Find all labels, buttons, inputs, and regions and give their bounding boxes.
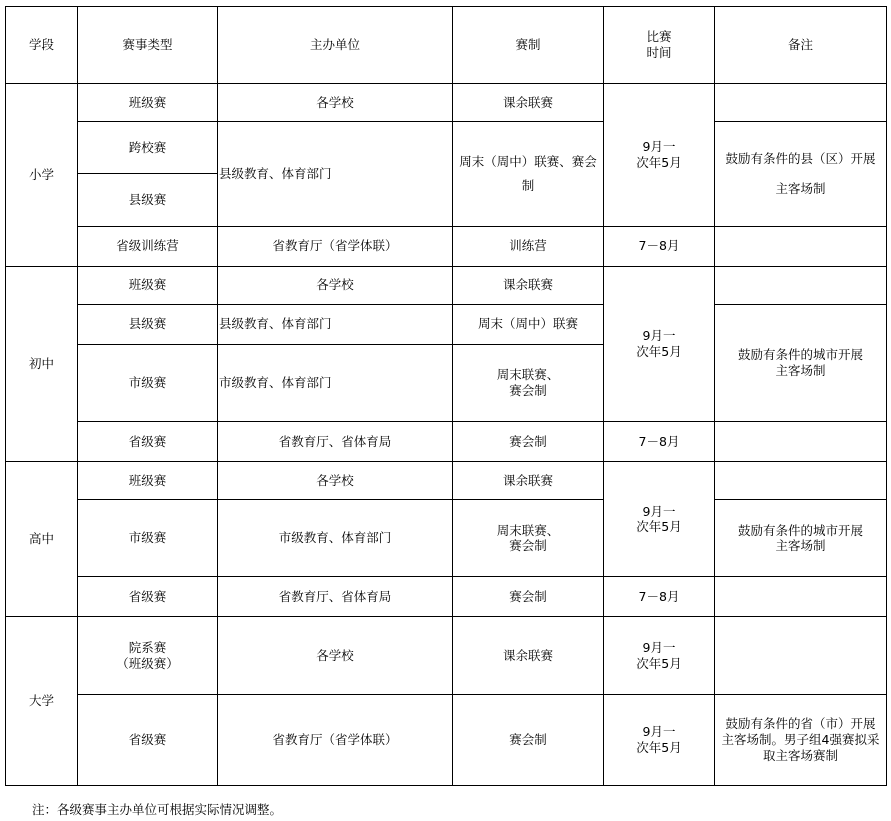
- cell-type: 县级赛: [78, 304, 218, 344]
- cell-type: 院系赛 （班级赛）: [78, 617, 218, 694]
- cell-time: 9月一 次年5月: [604, 694, 715, 785]
- cell-format: 赛会制: [453, 694, 604, 785]
- cell-org: 各学校: [218, 462, 453, 500]
- cell-type: 市级赛: [78, 344, 218, 421]
- table-row: [6, 84, 887, 122]
- cell-time: 7－8月: [604, 577, 715, 617]
- table-row: [6, 462, 887, 500]
- cell-org: 市级教育、体育部门: [218, 500, 453, 577]
- cell-type: 班级赛: [78, 462, 218, 500]
- cell-remark: 鼓励有条件的省（市）开展 主客场制。男子组4强赛拟采 取主客场赛制: [715, 694, 887, 785]
- cell-format: 周末联赛、 赛会制: [453, 500, 604, 577]
- cell-remark: [715, 84, 887, 122]
- table-row: [6, 304, 887, 344]
- table-row: [6, 617, 887, 694]
- cell-type: 省级赛: [78, 577, 218, 617]
- header-row: [6, 7, 887, 84]
- cell-format: 周末（周中）联赛、赛会制: [453, 122, 604, 226]
- cell-format: 赛会制: [453, 577, 604, 617]
- header-time-line2: 时间: [646, 45, 672, 61]
- cell-type: 跨校赛: [78, 122, 218, 174]
- table-row: [6, 500, 887, 577]
- cell-format: 课余联赛: [453, 462, 604, 500]
- cell-time: 9月一 次年5月: [604, 462, 715, 577]
- cell-format: 课余联赛: [453, 84, 604, 122]
- cell-time: 7－8月: [604, 226, 715, 266]
- cell-org: 县级教育、体育部门: [218, 122, 453, 226]
- cell-remark: 鼓励有条件的县（区）开展 主客场制: [715, 122, 887, 226]
- cell-remark: [715, 617, 887, 694]
- cell-org: 省教育厅、省体育局: [218, 577, 453, 617]
- cell-type: 班级赛: [78, 266, 218, 304]
- cell-format: 周末联赛、 赛会制: [453, 344, 604, 421]
- cell-org: 省教育厅、省体育局: [218, 422, 453, 462]
- cell-org: 省教育厅（省学体联）: [218, 226, 453, 266]
- cell-org: 市级教育、体育部门: [218, 344, 453, 421]
- stage-junior: 初中: [6, 266, 78, 461]
- header-time: [604, 7, 715, 84]
- cell-time: 9月一 次年5月: [604, 84, 715, 226]
- header-type: 赛事类型: [78, 7, 218, 84]
- cell-format: 训练营: [453, 226, 604, 266]
- cell-type: 县级赛: [78, 174, 218, 226]
- cell-format: 课余联赛: [453, 617, 604, 694]
- cell-format: 课余联赛: [453, 266, 604, 304]
- cell-type: 班级赛: [78, 84, 218, 122]
- cell-type: 市级赛: [78, 500, 218, 577]
- cell-remark: [715, 462, 887, 500]
- cell-type: 省级赛: [78, 422, 218, 462]
- header-remark: 备注: [715, 7, 887, 84]
- header-time-line1: 比赛: [646, 29, 672, 45]
- stage-senior: 高中: [6, 462, 78, 617]
- cell-remark: [715, 226, 887, 266]
- cell-format: 周末（周中）联赛: [453, 304, 604, 344]
- table-row: [6, 122, 887, 174]
- stage-primary: 小学: [6, 84, 78, 266]
- cell-remark: [715, 577, 887, 617]
- cell-org: 各学校: [218, 617, 453, 694]
- header-organizer: 主办单位: [218, 7, 453, 84]
- table-row: [6, 694, 887, 785]
- cell-remark: 鼓励有条件的城市开展 主客场制: [715, 304, 887, 421]
- competition-table: [5, 6, 887, 786]
- cell-remark: [715, 266, 887, 304]
- cell-type: 省级赛: [78, 694, 218, 785]
- cell-org: 各学校: [218, 266, 453, 304]
- cell-format: 赛会制: [453, 422, 604, 462]
- cell-remark: 鼓励有条件的城市开展 主客场制: [715, 500, 887, 577]
- table-row: [6, 422, 887, 462]
- cell-org: 各学校: [218, 84, 453, 122]
- table-row: [6, 266, 887, 304]
- stage-university: 大学: [6, 617, 78, 786]
- table-row: [6, 226, 887, 266]
- cell-remark: [715, 422, 887, 462]
- footnote: 注：各级赛事主办单位可根据实际情况调整。: [32, 802, 283, 817]
- cell-time: 9月一 次年5月: [604, 617, 715, 694]
- table-row: [6, 577, 887, 617]
- cell-type: 省级训练营: [78, 226, 218, 266]
- cell-time: 7－8月: [604, 422, 715, 462]
- cell-org: 县级教育、体育部门: [218, 304, 453, 344]
- header-stage: 学段: [6, 7, 78, 84]
- cell-org: 省教育厅（省学体联）: [218, 694, 453, 785]
- header-format: 赛制: [453, 7, 604, 84]
- cell-time: 9月一 次年5月: [604, 266, 715, 421]
